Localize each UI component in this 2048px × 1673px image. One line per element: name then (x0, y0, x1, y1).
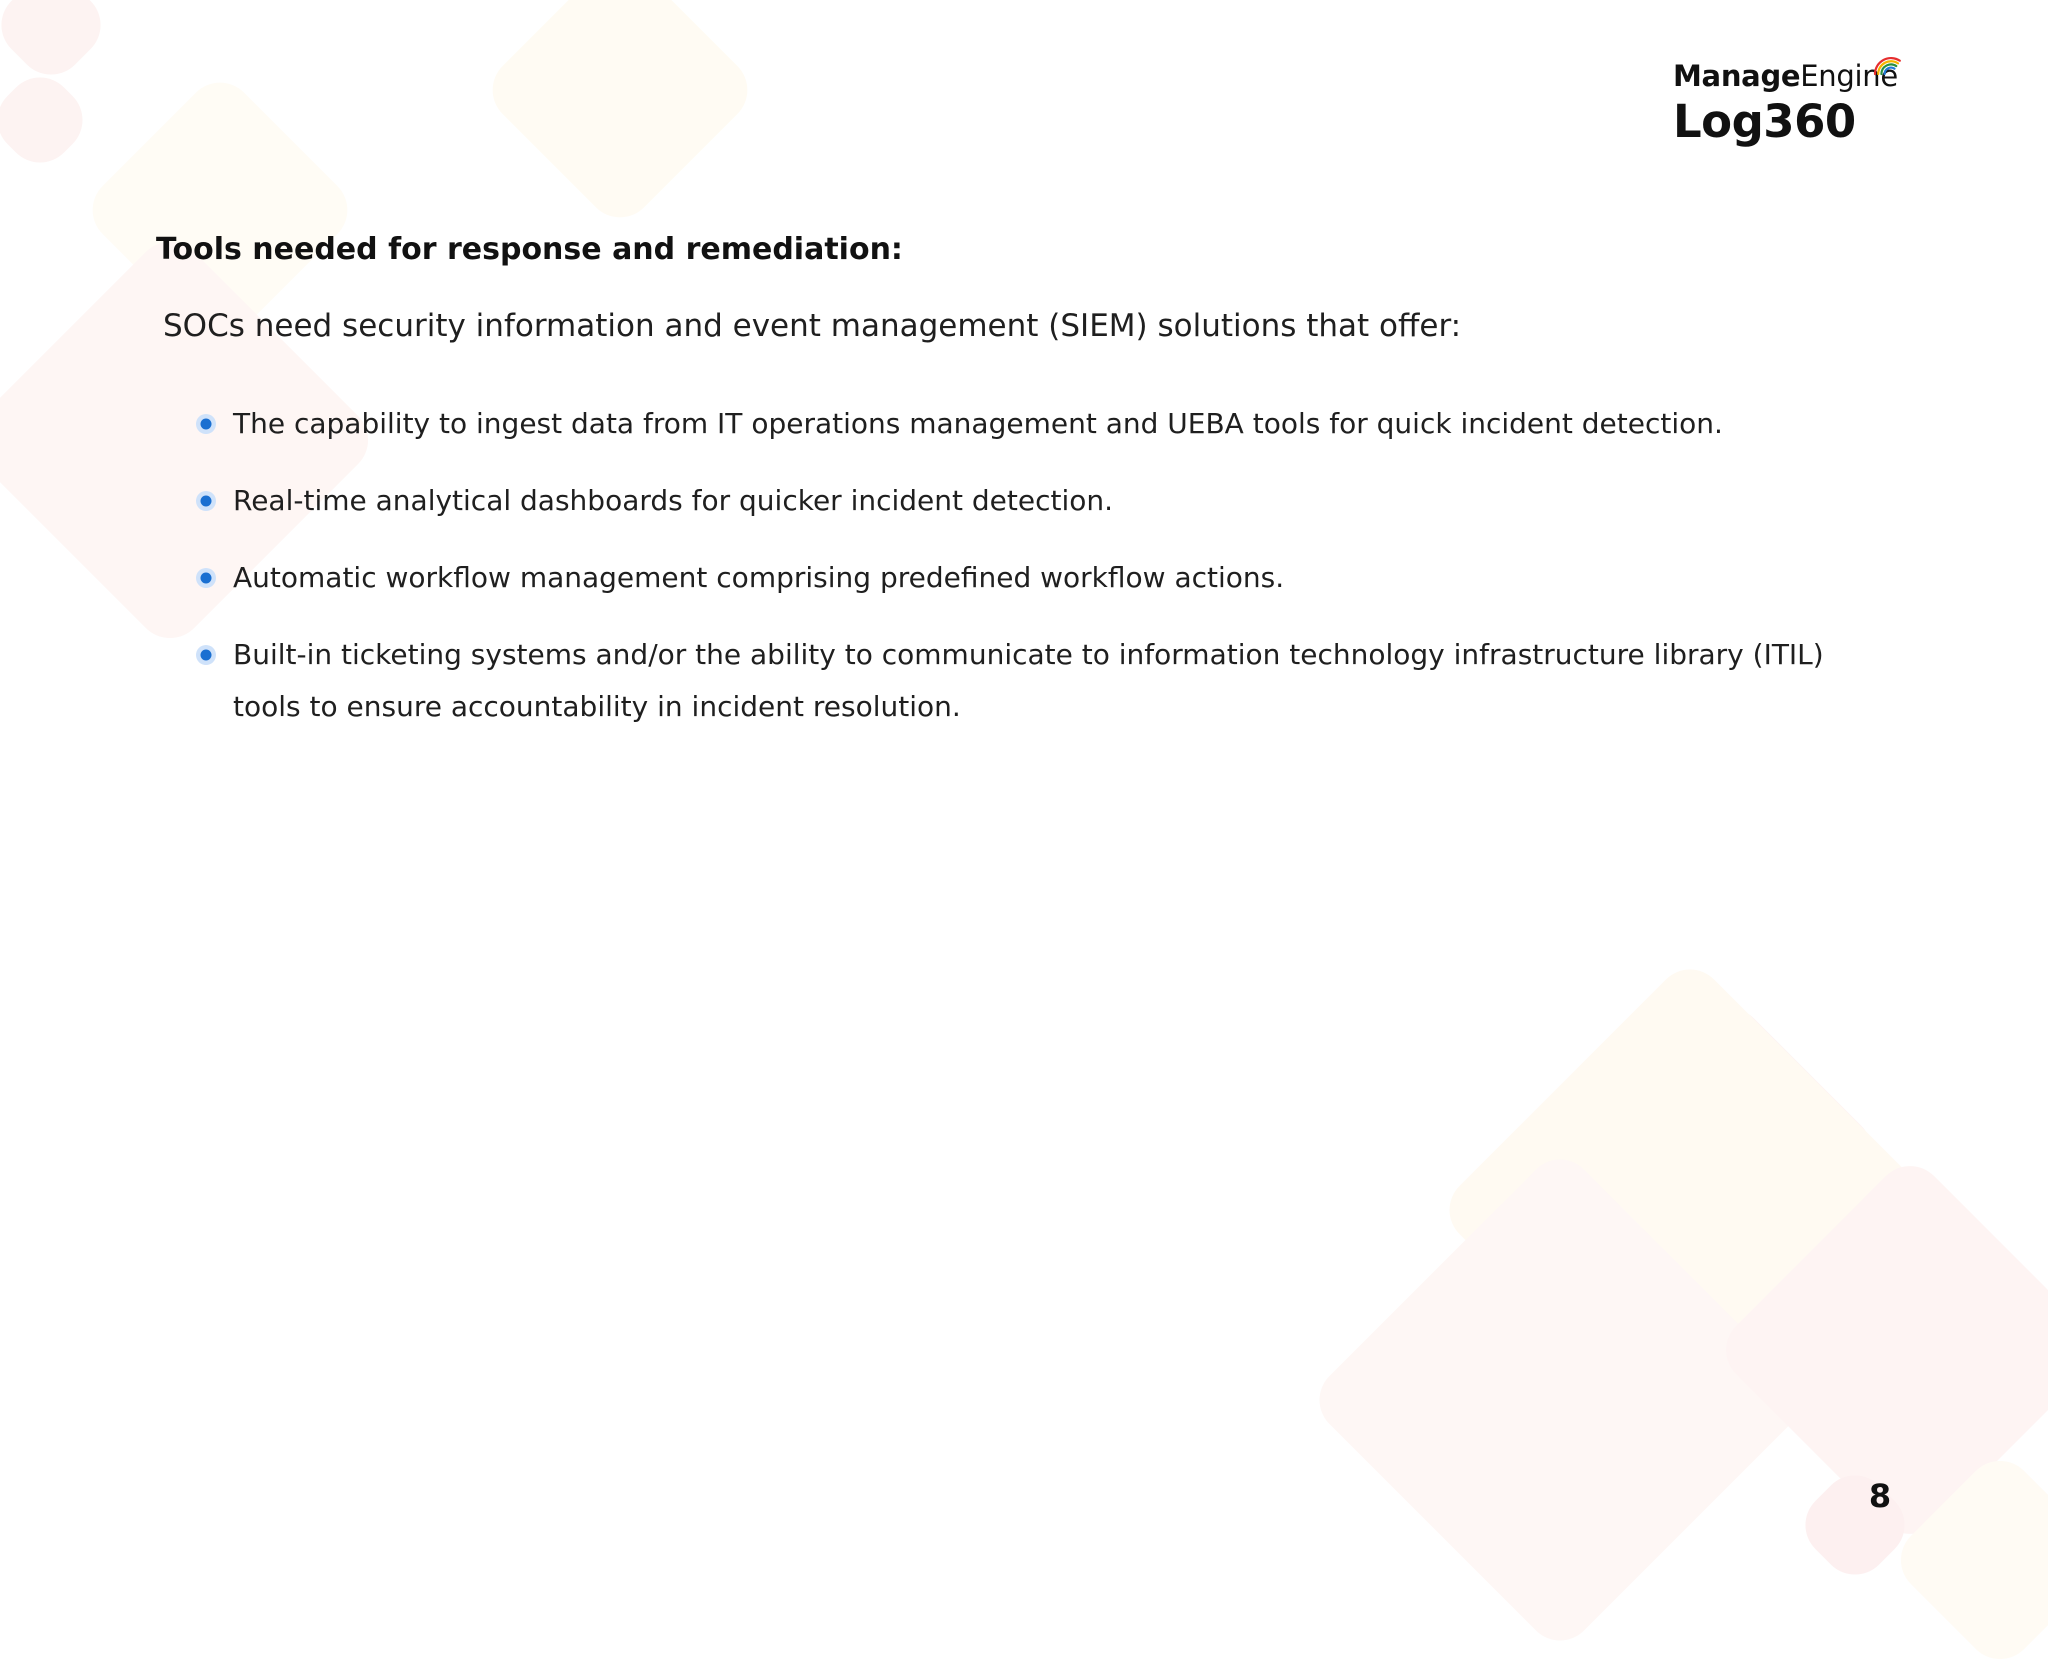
feature-list (190, 398, 1830, 758)
product-name: Log360 (1673, 95, 1856, 148)
decor-shape (0, 63, 97, 176)
list-item (190, 398, 1830, 450)
radio-dot-icon (195, 413, 217, 435)
brand-logo (1673, 59, 1898, 148)
list-item-text: Real-time analytical dashboards for quicker incident detection. (233, 484, 1114, 517)
radio-dot-icon (195, 644, 217, 666)
list-item-text: The capability to ingest data from IT operations management and UEBA tools for quick incident detection. (233, 407, 1723, 440)
page-number: 8 (1868, 1477, 1892, 1515)
list-item (190, 552, 1830, 604)
section-heading: Tools needed for response and remediation: (156, 232, 903, 267)
radio-dot-icon (195, 490, 217, 512)
decor-shape (0, 0, 115, 89)
radio-dot-icon (195, 567, 217, 589)
list-item (190, 629, 1830, 733)
decor-shape (479, 0, 762, 231)
list-item (190, 475, 1830, 527)
intro-paragraph: SOCs need security information and event management (SIEM) solutions that offer: (163, 308, 1462, 344)
list-item-text: Automatic workflow management comprising predefined workflow actions. (233, 561, 1285, 594)
company-name-regular: Engine (1800, 59, 1898, 93)
rainbow-arc-icon (1871, 54, 1911, 94)
list-item-text: Built-in ticketing systems and/or the ability to communicate to information technology infrastructure library (ITIL) tools to ensure accountability in incident resolution. (233, 638, 1824, 723)
company-name (1673, 59, 1898, 93)
logo-arc-stroke (1885, 68, 1895, 74)
company-name-bold: Manage (1673, 59, 1801, 93)
